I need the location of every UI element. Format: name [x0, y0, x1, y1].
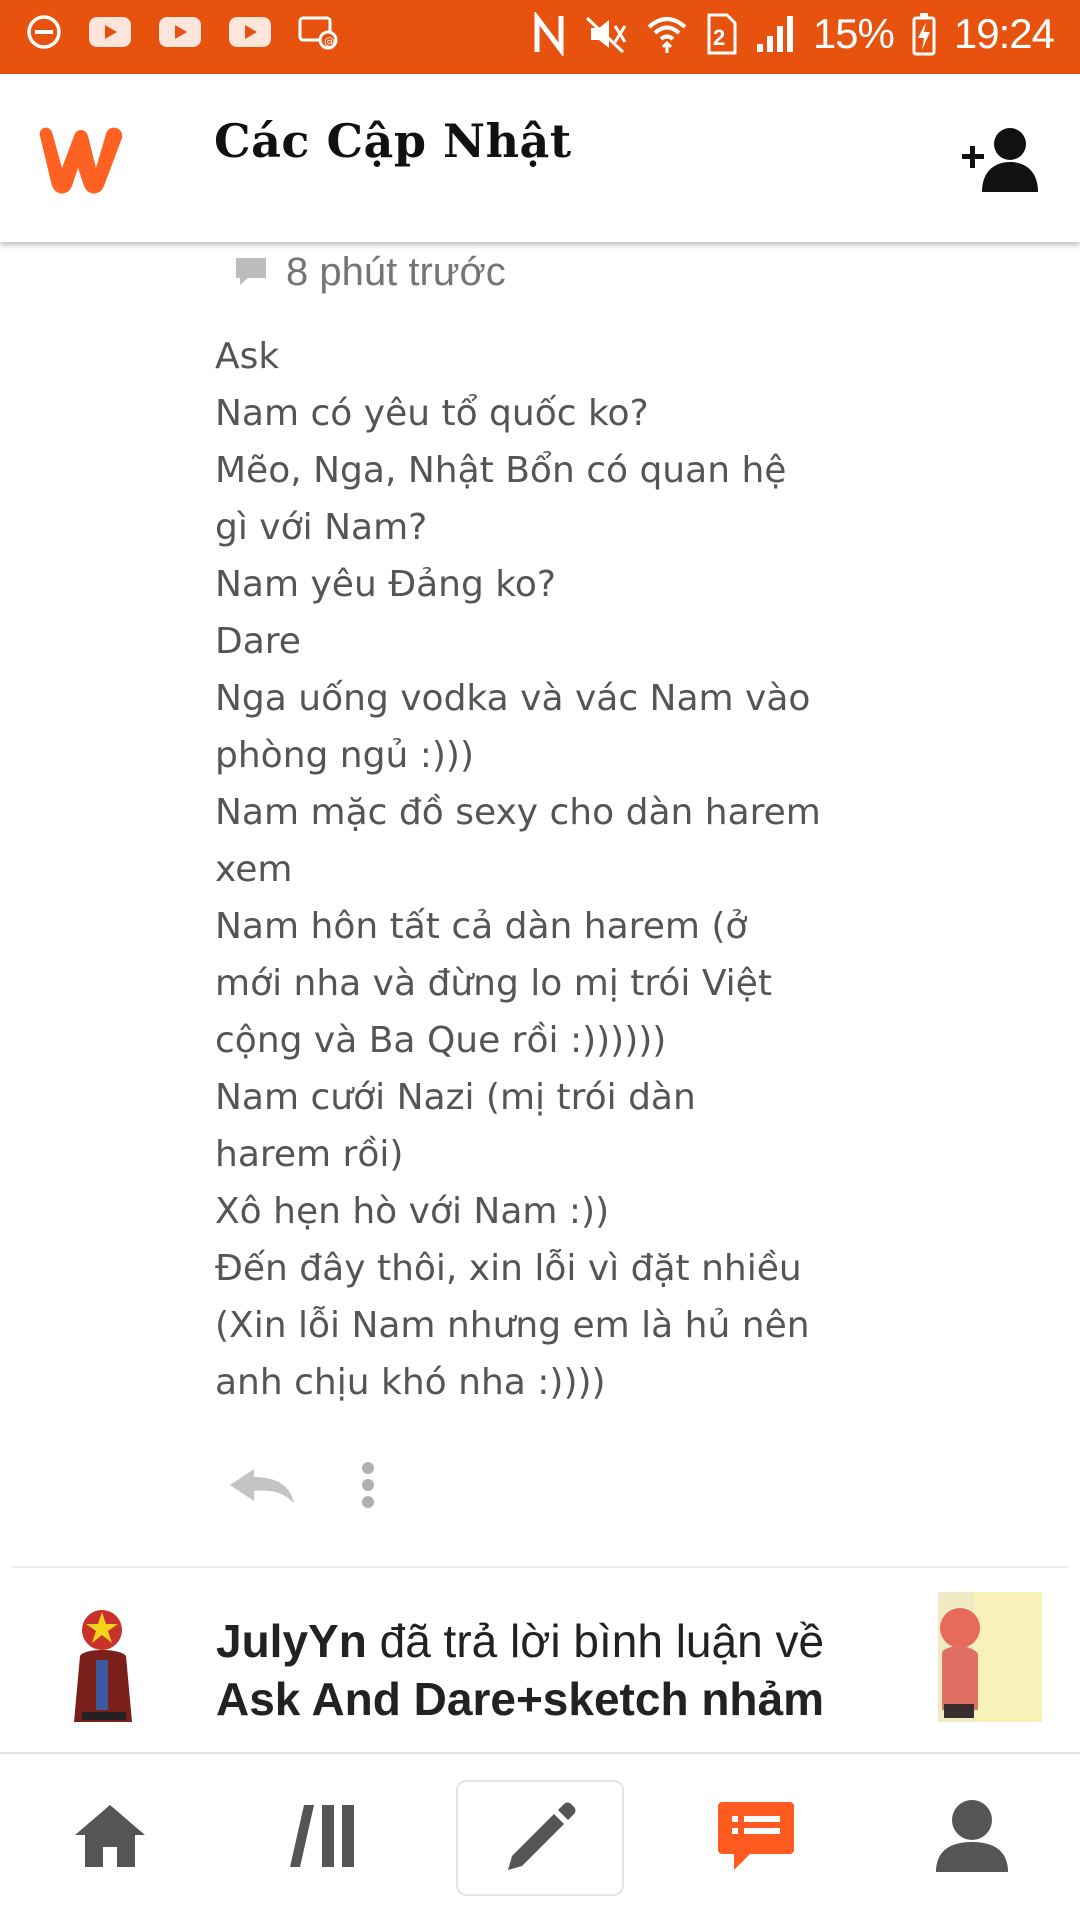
notification-text	[216, 1612, 896, 1728]
cast-icon	[298, 14, 338, 50]
dnd-icon	[26, 14, 62, 50]
post-timestamp: 8 phút trước	[286, 250, 506, 294]
post-line: gì với Nam?	[215, 507, 428, 548]
post-line: (Xin lỗi Nam nhưng em là hủ nên	[215, 1305, 810, 1346]
notification-user[interactable]: JulyYn	[216, 1615, 367, 1667]
post-actions	[228, 1460, 376, 1514]
story-cover-thumbnail[interactable]	[938, 1592, 1042, 1722]
youtube-icon	[228, 16, 272, 48]
post-line: mới nha và đừng lo mị trói Việt	[215, 963, 772, 1004]
post-line: Nam cưới Nazi (mị trói dàn	[215, 1077, 696, 1118]
home-icon	[73, 1803, 147, 1873]
sim-slot-label: 2	[712, 25, 726, 50]
post-line: anh chịu khó nha :))))	[215, 1362, 606, 1403]
clock: 19:24	[953, 10, 1054, 57]
battery-percentage: 15%	[812, 10, 894, 57]
post-line: xem	[215, 849, 293, 890]
library-icon	[290, 1803, 360, 1873]
post-line: phòng ngủ :)))	[215, 735, 474, 776]
post-line: Mẽo, Nga, Nhật Bổn có quan hệ	[215, 450, 787, 491]
post-line: Ask	[215, 336, 280, 377]
write-icon	[502, 1798, 578, 1878]
post-line: Nam có yêu tổ quốc ko?	[215, 393, 649, 434]
notification-action: đã trả lời bình luận về	[366, 1615, 825, 1667]
svg-text:@: @	[324, 35, 335, 48]
notification-story[interactable]: Ask And Dare+sketch nhảm	[216, 1673, 825, 1725]
post-line: Dare	[215, 621, 301, 662]
post-line: Nam yêu Đảng ko?	[215, 564, 556, 605]
bottom-navigation	[0, 1752, 1080, 1922]
comment-icon	[234, 256, 268, 290]
page-title: Các Cập Nhật	[214, 114, 572, 168]
youtube-icon	[88, 16, 132, 48]
app-bar	[0, 74, 1080, 242]
nav-profile[interactable]	[912, 1754, 1032, 1922]
avatar[interactable]	[44, 1604, 164, 1724]
mute-icon	[585, 14, 629, 54]
status-bar	[0, 0, 1080, 74]
divider	[12, 1566, 1068, 1568]
notification-item[interactable]	[0, 1592, 1080, 1752]
post-line: Nga uống vodka và vác Nam vào	[215, 678, 811, 719]
signal-icon	[755, 14, 795, 54]
post-line: cộng và Ba Que rồi :))))))	[215, 1020, 667, 1061]
sim2-icon	[705, 13, 737, 55]
add-user-icon[interactable]	[960, 124, 1044, 198]
nav-home[interactable]	[50, 1754, 170, 1922]
wifi-icon	[647, 13, 687, 55]
nav-notifications[interactable]	[696, 1754, 816, 1922]
nav-write[interactable]	[456, 1780, 624, 1896]
post-content	[215, 328, 905, 1411]
youtube-icon	[158, 16, 202, 48]
post-line: harem rồi)	[215, 1134, 404, 1175]
post-line: Nam mặc đồ sexy cho dàn harem	[215, 792, 821, 833]
nav-library[interactable]	[265, 1754, 385, 1922]
reply-icon[interactable]	[228, 1465, 296, 1509]
post-meta	[234, 250, 506, 295]
post-line: Xô hẹn hò với Nam :))	[215, 1191, 610, 1232]
post-line: Nam hôn tất cả dàn harem (ở	[215, 906, 748, 947]
post-line: Đến đây thôi, xin lỗi vì đặt nhiều	[215, 1248, 802, 1289]
wattpad-logo[interactable]	[34, 122, 134, 202]
battery-charging-icon	[912, 12, 936, 56]
nfc-icon	[531, 12, 567, 56]
more-options-icon[interactable]	[360, 1460, 376, 1514]
notifications-icon	[718, 1800, 794, 1876]
updates-feed[interactable]	[0, 242, 1080, 1752]
profile-icon	[934, 1798, 1010, 1878]
